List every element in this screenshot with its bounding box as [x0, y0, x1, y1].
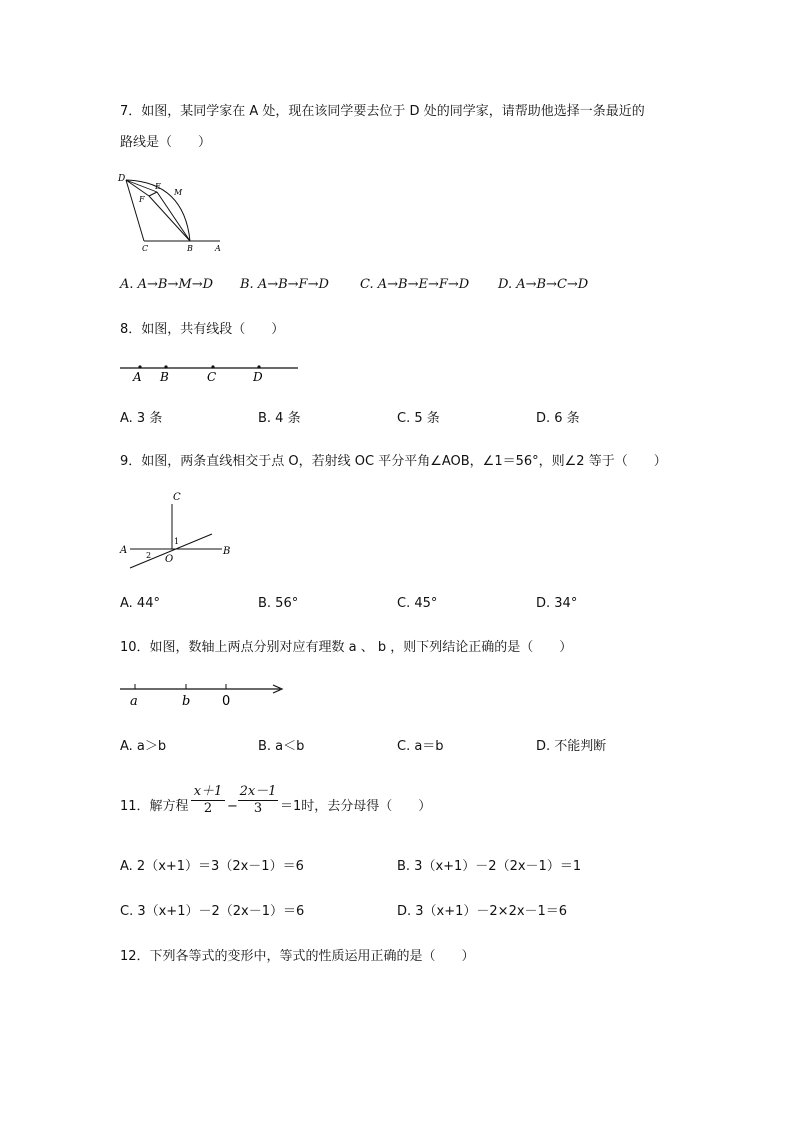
q7-label-m: M	[174, 188, 183, 197]
q10-option-b[interactable]: B. a＜b	[258, 739, 305, 754]
q10-option-c[interactable]: C. a＝b	[397, 739, 444, 754]
q8-point-a	[138, 365, 141, 368]
q7-option-b[interactable]: B. A→B→F→D	[240, 277, 329, 292]
q8-label-b: B	[160, 370, 169, 384]
q11-frac1-numerator: x＋1	[193, 784, 223, 799]
q10-option-d[interactable]: D. 不能判断	[536, 739, 607, 754]
q9-label-1: 1	[174, 537, 180, 546]
q11-suffix: ＝1时，去分母得（ ）	[280, 799, 432, 814]
q9-label-b: B	[223, 546, 231, 557]
q11-fraction-2	[238, 784, 278, 817]
q8-label-d: D	[253, 370, 263, 384]
q11-frac1-denominator: 2	[203, 801, 213, 816]
q8-option-c[interactable]: C. 5 条	[397, 411, 440, 426]
q9-label-c: C	[173, 492, 181, 503]
q10-number-line	[116, 680, 288, 710]
q7-label-b: B	[187, 244, 193, 253]
q11-option-c[interactable]: C. 3（x+1）－2（2x－1）＝6	[120, 904, 305, 919]
q7-option-c[interactable]: C. A→B→E→F→D	[360, 277, 470, 292]
q10-stem: 10．如图，数轴上两点分别对应有理数 a 、 b ，则下列结论正确的是（ ）	[120, 640, 573, 655]
q8-label-a: A	[133, 370, 142, 384]
q7-stem-line1: 7．如图，某同学家在 A 处，现在该同学要去位于 D 处的同学家，请帮助他选择一条最近的	[120, 104, 645, 119]
q9-option-a[interactable]: A. 44°	[120, 596, 160, 611]
q7-line-dc	[126, 180, 144, 241]
q8-point-d	[257, 365, 260, 368]
q9-stem: 9．如图，两条直线相交于点 O，若射线 OC 平分平角∠AOB，∠1＝56°，则∠2 等于（ ）	[120, 454, 667, 469]
q7-label-d: D	[118, 174, 126, 184]
q8-option-b[interactable]: B. 4 条	[258, 411, 301, 426]
q9-option-c[interactable]: C. 45°	[397, 596, 438, 611]
q11-frac2-numerator: 2x－1	[239, 784, 277, 799]
q9-label-a: A	[120, 545, 128, 556]
q8-point-b	[164, 365, 167, 368]
q10-option-a[interactable]: A. a＞b	[120, 739, 167, 754]
q8-option-d[interactable]: D. 6 条	[536, 411, 580, 426]
q11-fraction-1	[191, 784, 225, 817]
q12-stem: 12．下列各等式的变形中，等式的性质运用正确的是（ ）	[120, 949, 475, 964]
q10-label-zero: 0	[222, 694, 231, 709]
q11-option-a[interactable]: A. 2（x+1）＝3（2x－1）＝6	[120, 859, 304, 874]
q7-line-fe	[149, 192, 157, 196]
q8-point-c	[211, 365, 214, 368]
q7-label-c: C	[142, 244, 149, 253]
q8-figure	[116, 358, 302, 386]
q9-label-2: 2	[146, 551, 152, 560]
q9-label-o: O	[165, 554, 174, 565]
q7-line-fb	[149, 196, 190, 241]
q11-option-d[interactable]: D. 3（x+1）－2×2x－1＝6	[397, 904, 568, 919]
q9-option-d[interactable]: D. 34°	[536, 596, 578, 611]
q7-label-f: F	[139, 195, 145, 204]
q9-option-b[interactable]: B. 56°	[258, 596, 299, 611]
q10-label-a: a	[130, 694, 138, 709]
q7-stem-line2: 路线是（ ）	[120, 135, 212, 150]
q11-minus: −	[227, 799, 238, 814]
q7-figure	[112, 168, 232, 254]
q11-frac2-denominator: 3	[253, 801, 263, 816]
q8-option-a[interactable]: A. 3 条	[120, 411, 163, 426]
q10-label-b: b	[182, 694, 191, 709]
q7-label-e: E	[155, 182, 161, 191]
q8-label-c: C	[207, 370, 217, 384]
q9-figure	[116, 488, 238, 578]
q7-option-d[interactable]: D. A→B→C→D	[498, 277, 589, 292]
q8-stem: 8．如图，共有线段（ ）	[120, 322, 285, 337]
q11-option-b[interactable]: B. 3（x+1）－2（2x－1）＝1	[397, 859, 582, 874]
q7-option-a[interactable]: A. A→B→M→D	[120, 277, 214, 292]
q7-label-a: A	[215, 244, 221, 253]
q11-prefix: 11．解方程	[120, 799, 189, 814]
